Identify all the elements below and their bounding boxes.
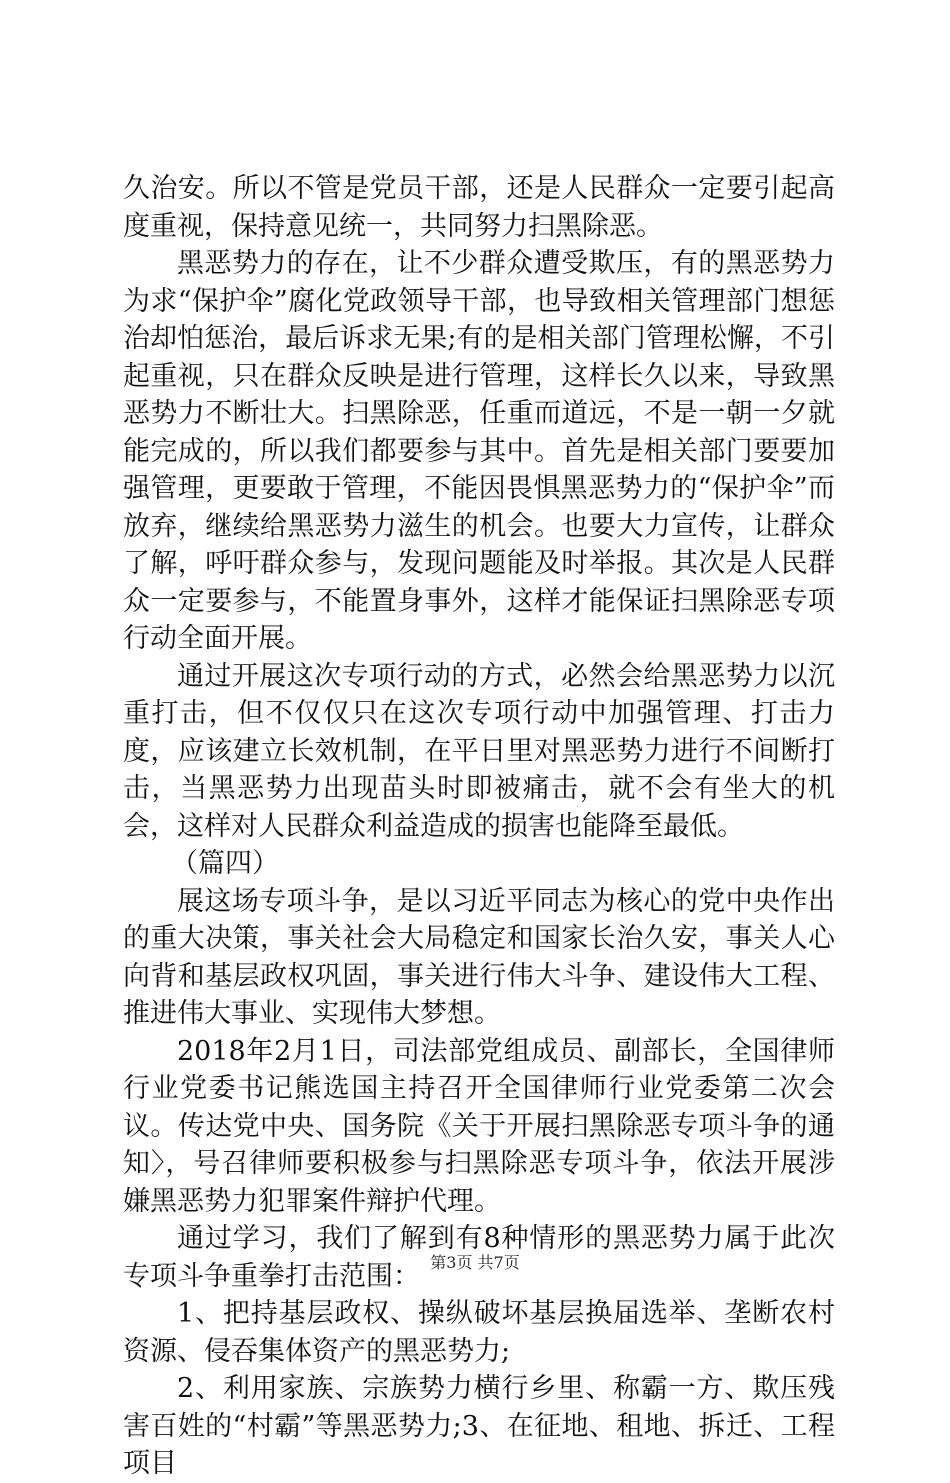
document-body: [123, 170, 835, 1483]
paragraph-meeting: 2018年2月1日，司法部党组成员、副部长，全国律师行业党委书记熊选国主持召开全国律师行业党委第二次会议。传达党中央、国务院《关于开展扫黑除恶专项斗争的通知〉，号召律师要积极参与扫黑除恶专项斗争，依法开展涉嫌黑恶势力犯罪案件辩护代理。: [123, 1035, 835, 1217]
paragraph-special-action: 通过开展这次专项行动的方式，必然会给黑恶势力以沉重打击，但不仅仅只在这次专项行动中加强管理、打击力度，应该建立长效机制，在平日里对黑恶势力进行不间断打击，当黑恶势力出现苗头时即被痛击，就不会有坐大的机会，这样对人民群众利益造成的损害也能降至最低。: [123, 660, 835, 842]
paragraph-continuation: 久治安。所以不管是党员干部，还是人民群众一定要引起高度重视，保持意见统一，共同努力扫黑除恶。: [123, 173, 835, 242]
paragraph-central-decision: 展这场专项斗争，是以习近平同志为核心的党中央作出的重大决策，事关社会大局稳定和国家长治久安，事关人心向背和基层政权巩固，事关进行伟大斗争、建设伟大工程、推进伟大事业、实现伟大梦想。: [123, 885, 835, 1029]
section-heading-part-four: （篇四）: [171, 848, 279, 879]
page-number-footer: 第3页 共7页: [430, 1253, 520, 1272]
list-item-2: 2、利用家族、宗族势力横行乡里、称霸一方、欺压残害百姓的“村霸”等黑恶势力;3、在征地、租地、拆迁、工程项目: [123, 1373, 835, 1479]
paragraph-black-forces-existence: 黑恶势力的存在，让不少群众遭受欺压，有的黑恶势力为求“保护伞”腐化党政领导干部，也导致相关管理部门想惩治却怕惩治，最后诉求无果;有的是相关部门管理松懈，不引起重视，只在群众反映是进行管理，这样长久以来，导致黑恶势力不断壮大。扫黑除恶，任重而道远，不是一朝一夕就能完成的，所以我们都要参与其中。首先是相关部门要要加强管理，更要敢于管理，不能因畏惧黑恶势力的“保护伞”而放弃，继续给黑恶势力滋生的机会。也要大力宣传，让群众了解，呼吁群众参与，发现问题能及时举报。其次是人民群众一定要参与，不能置身事外，这样才能保证扫黑除恶专项行动全面开展。: [123, 248, 835, 654]
list-item-1: 1、把持基层政权、操纵破坏基层换届选举、垄断农村资源、侵吞集体资产的黑恶势力;: [123, 1298, 835, 1367]
paragraph-eight-situations: 通过学习，我们了解到有8种情形的黑恶势力属于此次专项斗争重拳打击范围：: [123, 1223, 835, 1292]
